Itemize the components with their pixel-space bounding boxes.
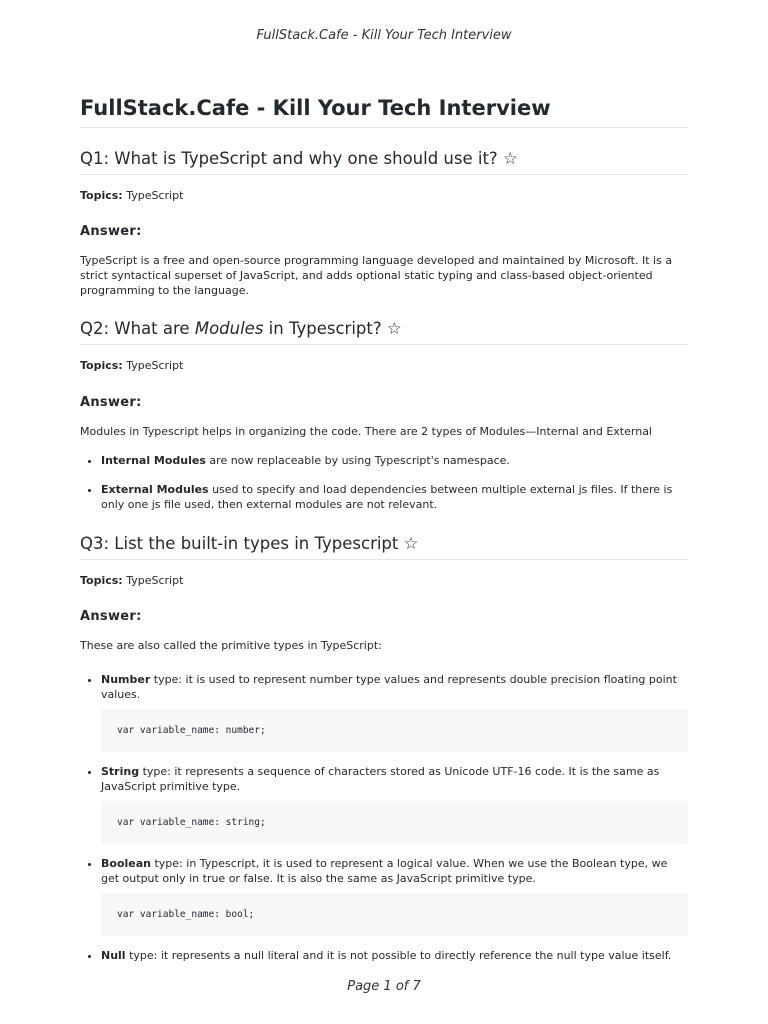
topic-value: TypeScript (126, 359, 184, 372)
page-title: FullStack.Cafe - Kill Your Tech Interview (80, 96, 688, 128)
question-1-topics (80, 189, 688, 202)
question-1-heading: Q1: What is TypeScript and why one should use it? ☆ (80, 149, 688, 175)
heading-emphasis: Modules (194, 319, 264, 338)
code-block: var variable_name: bool; (101, 893, 688, 936)
question-3-heading: Q3: List the built-in types in Typescript ☆ (80, 534, 688, 560)
list-item-term: String (101, 765, 140, 778)
page-header: FullStack.Cafe - Kill Your Tech Interview (256, 28, 512, 43)
topics-label: Topics: (80, 574, 123, 587)
topic-value: TypeScript (126, 189, 184, 202)
list-item-text: type: it represents a sequence of characters stored as Unicode UTF-16 code. It is the same as JavaScript primitive type. (101, 765, 660, 793)
list-item-text: are now replaceable by using Typescript's namespace. (205, 454, 510, 467)
question-2-topics (80, 359, 688, 372)
list-item (101, 482, 688, 512)
document-content (80, 96, 688, 963)
heading-suffix: in Typescript? ☆ (263, 319, 402, 338)
list-item-text: type: it is used to represent number type values and represents double precision floating point values. (101, 673, 677, 701)
list-item-text: type: it represents a null literal and it is not possible to directly reference the null type value itself. (125, 949, 672, 962)
question-2-heading (80, 319, 688, 345)
answer-heading: Answer: (80, 224, 142, 239)
list-item-text: type: in Typescript, it is used to represent a logical value. When we use the Boolean type, we get output only in true or false. It is also the same as JavaScript primitive type. (101, 857, 668, 885)
code-block: var variable_name: string; (101, 801, 688, 844)
list-item-term: External Modules (101, 483, 209, 496)
topics-label: Topics: (80, 189, 123, 202)
code-block: var variable_name: number; (101, 709, 688, 752)
page-number: Page 1 of 7 (347, 979, 421, 994)
list-item (101, 948, 688, 963)
list-item (101, 672, 688, 752)
types-list (80, 672, 688, 963)
question-3-intro: These are also called the primitive types in TypeScript: (80, 639, 382, 652)
list-item-text: used to specify and load dependencies between multiple external js files. If there is only one js file used, then external modules are not relevant. (101, 483, 673, 511)
topics-label: Topics: (80, 359, 123, 372)
question-2-intro: Modules in Typescript helps in organizing the code. There are 2 types of Modules—Internal and External (80, 425, 652, 438)
question-1-answer: TypeScript is a free and open-source programming language developed and maintained by Microsoft. It is a strict syntactical superset of JavaScript, and adds optional static typing and class-based object-oriented programming to the language. (80, 254, 673, 297)
topic-value: TypeScript (126, 574, 184, 587)
list-item (101, 453, 688, 468)
answer-heading: Answer: (80, 609, 142, 624)
modules-list (80, 453, 688, 512)
list-item-term: Number (101, 673, 151, 686)
list-item-term: Null (101, 949, 126, 962)
heading-prefix: Q2: What are (80, 319, 195, 338)
list-item-term: Internal Modules (101, 454, 206, 467)
list-item-term: Boolean (101, 857, 151, 870)
list-item (101, 856, 688, 936)
answer-heading: Answer: (80, 395, 142, 410)
list-item (101, 764, 688, 844)
question-3-topics (80, 574, 688, 587)
